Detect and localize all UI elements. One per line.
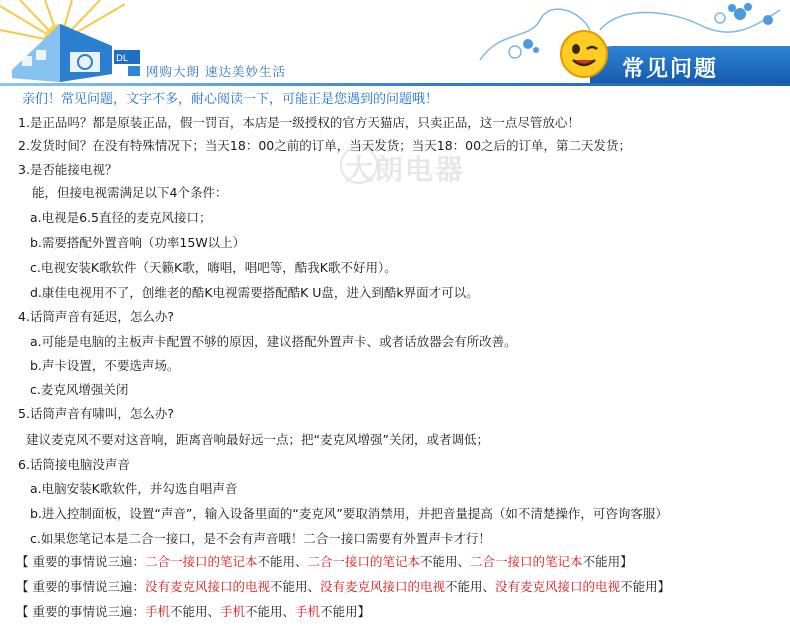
warning-text: 二合一接口的笔记本 [307, 554, 421, 569]
page-title: 常见问题 [622, 57, 719, 82]
faq-line: 2.发货时间？在没有特殊情况下；当天18：00之前的订单，当天发货；当天18：00之后的订单，第二天发货； [18, 138, 632, 153]
faq-line: a.电视是6.5直径的麦克风接口； [30, 210, 212, 225]
warning-text: 没有麦克风接口的电视 [495, 579, 621, 594]
important-prefix: 【 重要的事情说三遍： [16, 579, 145, 594]
note-text: 不能用、 [245, 604, 296, 619]
note-text: 不能用、 [445, 579, 496, 594]
intro-text: 亲们！常见问题，文字不多，耐心阅读一下，可能正是您遇到的问题哦！ [22, 92, 439, 107]
faq-line: c.麦克风增强关闭 [30, 382, 129, 397]
faq-line: 6.话筒接电脑没声音 [18, 457, 130, 472]
faq-line: 能，但接电视需满足以下4个条件： [32, 185, 228, 200]
watermark-text: 大朗电器 [345, 153, 466, 186]
header-banner [0, 0, 790, 86]
faq-line: d.康佳电视用不了，创维老的酷K电视需要搭配酷K U盘，进入到酷k界面才可以。 [30, 285, 479, 300]
note-text: 不能用】 [620, 579, 671, 594]
svg-text:DL: DL [116, 54, 128, 64]
faq-line: 建议麦克风不要对这音响，距离音响最好远一点；把“麦克风增强”关闭，或者调低； [26, 432, 489, 447]
store-slogan: 网购大朗 速达美妙生活 [146, 64, 286, 79]
important-prefix: 【 重要的事情说三遍： [16, 554, 145, 569]
faq-line: a.可能是电脑的主板声卡配置不够的原因，建议搭配外置声卡、或者话放器会有所改善。 [30, 334, 517, 349]
faq-line: 3.是否能接电视？ [18, 162, 118, 177]
faq-line: a.电脑安装K歌软件，并勾选自唱声音 [30, 481, 238, 496]
smiley-face-icon [558, 28, 610, 80]
faq-line: b.进入控制面板，设置“声音”，输入设备里面的“麦克风”要取消禁用，并把音量提高（如不清楚操作，可咨询客服） [30, 506, 668, 521]
important-note [16, 579, 670, 595]
important-note [16, 554, 633, 570]
store-logo-icon [0, 0, 150, 84]
warning-text: 没有麦克风接口的电视 [144, 579, 270, 594]
header-rule [0, 83, 790, 86]
important-prefix: 【 重要的事情说三遍： [16, 604, 145, 619]
note-text: 不能用、 [257, 554, 308, 569]
faq-line: 1.是正品吗？都是原装正品，假一罚百，本店是一级授权的官方天猫店，只卖正品，这一点尽管放心！ [18, 115, 580, 130]
faq-line: 5.话筒声音有啸叫，怎么办? [18, 406, 175, 421]
faq-line: c.如果您笔记本是二合一接口，是不会有声音哦！二合一接口需要有外置声卡才行！ [30, 531, 491, 546]
note-text: 不能用】 [320, 604, 371, 619]
faq-line: b.声卡设置，不要选声场。 [30, 358, 180, 373]
warning-text: 手机 [295, 604, 321, 619]
faq-line: 4.话筒声音有延迟，怎么办? [18, 309, 175, 324]
warning-text: 二合一接口的笔记本 [144, 554, 258, 569]
warning-text: 没有麦克风接口的电视 [320, 579, 446, 594]
warning-text: 二合一接口的笔记本 [470, 554, 583, 569]
warning-text: 手机 [220, 604, 246, 619]
warning-text: 手机 [144, 604, 170, 619]
faq-line: b.需要搭配外置音响（功率15W以上） [30, 235, 246, 250]
note-text: 不能用、 [170, 604, 221, 619]
note-text: 不能用、 [420, 554, 471, 569]
note-text: 不能用、 [270, 579, 321, 594]
faq-line: c.电视安装K歌软件（天籁K歌，嗨唱，唱吧等，酷我K歌不好用）。 [30, 260, 397, 275]
important-note [16, 604, 370, 620]
note-text: 不能用】 [582, 554, 633, 569]
